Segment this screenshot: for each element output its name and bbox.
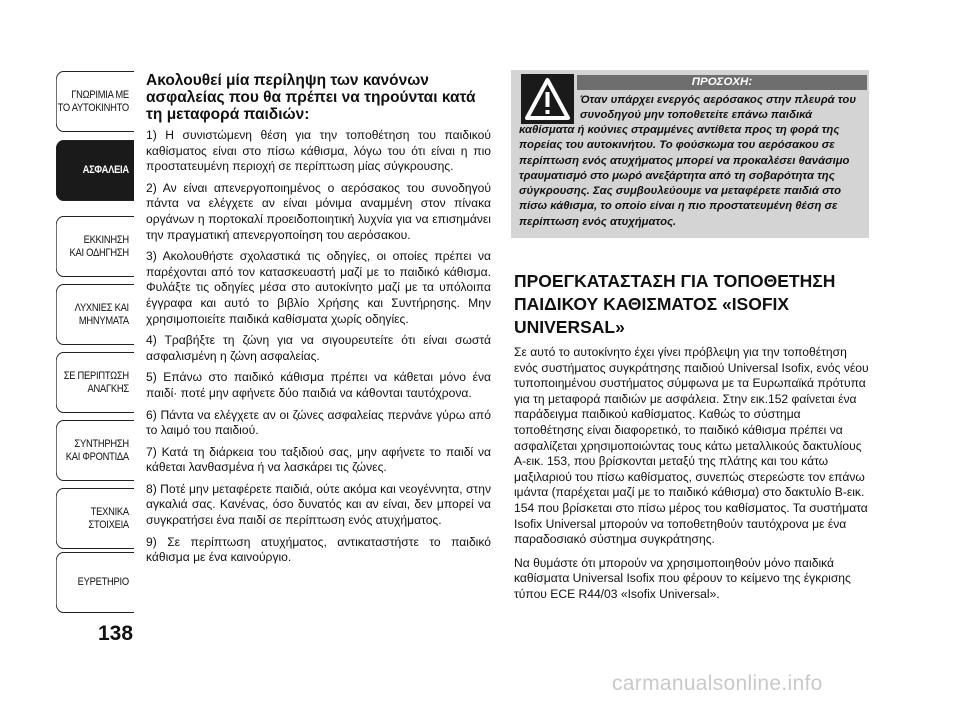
warning-text: καθίσματα ή κούνιες στραμμένες αντίθετα προς τη φορά της πορείας του αυτοκινήτου. Το φούσκωμα του αερόσακου σε περίπτωση ενός ατυχήματος μπορεί να προκαλέσει θανάσιμο τραυματισμό στο μωρό ανεξάρτητα από τη σοβαρότητα της σύγκρουσης. Σας συμβουλεύουμε να μεταφέρετε παιδιά στο πίσω κάθισμα, το οποίο είναι η πιο προστατευμένη θέση σε περίπτωση ενός ατυχήματος. [519, 124, 850, 228]
safety-rules-column [146, 72, 491, 572]
rule-item: 9) Σε περίπτωση ατυχήματος, αντικαταστήστε το παιδικό κάθισμα με ένα καινούργιο. [146, 534, 491, 565]
rule-item: 2) Αν είναι απενεργοποιημένος ο αερόσακος του συνοδηγού πάντα να ελέγχετε αν είναι μόνιμα αναμμένη στον πίνακα οργάνων η πορτοκαλί προειδοποιητική λυχνία για να επισημάνει την πραγματική απενεργοποίηση του αερόσακου. [146, 180, 491, 242]
warning-box [511, 70, 869, 238]
tab-index[interactable]: ΕΥΡΕΤΗΡΙΟ [56, 552, 134, 613]
tab-safety[interactable]: ΑΣΦΑΛΕΙΑ [56, 140, 134, 201]
warning-title: ΠΡΟΣΟΧΗ: [577, 75, 867, 90]
isofix-heading: ΠΡΟΕΓΚΑΤΑΣΤΑΣΗ ΓΙΑ ΤΟΠΟΘΕΤΗΣΗ ΠΑΙΔΙΚΟΥ ΚΑΘΙΣΜΑΤΟΣ «ISOFIX UNIVERSAL» [514, 271, 836, 337]
tab-maintenance[interactable]: ΣΥΝΤΗΡΗΣΗ ΚΑΙ ΦΡΟΝΤΙΔΑ [56, 420, 134, 481]
tab-starting-driving[interactable]: ΕΚΚΙΝΗΣΗ ΚΑΙ ΟΔΗΓΗΣΗ [56, 216, 134, 277]
rule-item: 6) Πάντα να ελέγχετε αν οι ζώνες ασφαλείας περνάνε γύρω από το λαιμό του παιδιού. [146, 407, 491, 438]
isofix-paragraph: Σε αυτό το αυτοκίνητο έχει γίνει πρόβλεψη για την τοποθέτηση ενός συστήματος συγκράτησης παιδιού Universal Isofix, ενός νέου τυποποιημένου συστήματος σύμφωνα με τα Ευρωπαϊκά πρότυπα για τη μεταφορά παιδιών με ασφάλεια. Στην εικ.152 φαίνεται ένα παράδειγμα παιδικού καθίσματος. Καθώς το σύστημα τοποθέτησης είναι διαφορετικό, το παιδικό κάθισμα πρέπει να ασφαλίζεται χρησιμοποιώντας τους κάτω μεταλλικούς δακτυλίους Α-εικ. 153, που βρίσκονται μεταξύ της πλάτης και του κάτω μαξιλαριού του πίσω καθίσματος, συνεπώς στερεώστε τον επάνω ιμάντα (παρέχεται μαζί με το παιδικό κάθισμα) στο δακτυλίο Β-εικ. 154 που βρίσκεται στο πίσω μέρος του καθίσματος. Τα συστήματα Isofix Universal μπορούν να τοποθετηθούν ταυτόχρονα με ένα παραδοσιακό σύστημα συγκράτησης. [514, 345, 869, 547]
rule-item: 3) Ακολουθήστε σχολαστικά τις οδηγίες, οι οποίες πρέπει να παρέχονται από τον κατασκευαστή μαζί με το παιδικό κάθισμα. Φυλάξτε τις οδηγίες μέσα στο αυτοκίνητο μαζί με τα υπόλοιπα έγγραφα και αυτό το βιβλίο Χρήσης και Συντήρησης. Μην χρησιμοποιείτε παιδικά καθίσματα χωρίς οδηγίες. [146, 249, 491, 326]
isofix-column [514, 270, 872, 611]
rule-item: 4) Τραβήξτε τη ζώνη για να σιγουρευτείτε ότι είναι σωστά ασφαλισμένη η ζώνη ασφαλείας. [146, 333, 491, 363]
tab-warning-lights[interactable]: ΛΥΧΝΙΕΣ ΚΑΙ ΜΗΝΥΜΑΤΑ [56, 284, 134, 345]
tab-getting-to-know[interactable]: ΓΝΩΡΙΜΙΑ ΜΕ ΤΟ ΑΥΤΟΚΙΝΗΤΟ [56, 71, 134, 132]
warning-text-lead: Όταν υπάρχει ενεργός αερόσακος στην πλευρά του συνοδηγού μην τοποθετείτε επάνω παιδικά [580, 94, 857, 122]
rule-item: 1) Η συνιστώμενη θέση για την τοποθέτηση του παιδικού καθίσματος είναι στο πίσω κάθισμα, λόγω του ότι είναι η πιο προστατευμένη περιοχή σε περίπτωση μίας σύγκρουσης. [146, 128, 491, 174]
rule-item: 7) Κατά τη διάρκεια του ταξιδιού σας, μην αφήνετε το παιδί να κάθεται λανθασμένα ή να λασκάρει τις ζώνες. [146, 444, 491, 475]
tab-technical-data[interactable]: ΤΕΧΝΙΚΑ ΣΤΟΙΧΕΙΑ [56, 488, 134, 549]
rule-item: 8) Ποτέ μην μεταφέρετε παιδιά, ούτε ακόμα και νεογέννητα, στην αγκαλιά σας. Κανένας, όσο δυνατός και αν είναι, δεν μπορεί να συγκρατήσει ένα παιδί σε περίπτωση ενός ατυχήματος. [146, 481, 491, 528]
tab-emergency[interactable]: ΣΕ ΠΕΡΙΠΤΩΣΗ ΑΝΑΓΚΗΣ [56, 352, 134, 413]
safety-rules-heading: Ακολουθεί μία περίληψη των κανόνων ασφαλείας που θα πρέπει να τηρούνται κατά τη μεταφορά παιδιών: [146, 72, 476, 123]
isofix-paragraph: Να θυμάστε ότι μπορούν να χρησιμοποιηθούν μόνο παιδικά καθίσματα Universal Isofix που φέρουν το κείμενο της έγκρισης τύπου ECE R44/03 «Isofix Universal». [514, 555, 851, 601]
page-number: 138 [98, 622, 134, 645]
rule-item: 5) Επάνω στο παιδικό κάθισμα πρέπει να κάθεται μόνο ένα παιδί· ποτέ μην αφήνετε δύο παιδιά να κάθονται ταυτόχρονα. [146, 370, 491, 400]
warning-triangle-icon [521, 74, 574, 124]
watermark: carmanualsonline.info [612, 672, 823, 695]
